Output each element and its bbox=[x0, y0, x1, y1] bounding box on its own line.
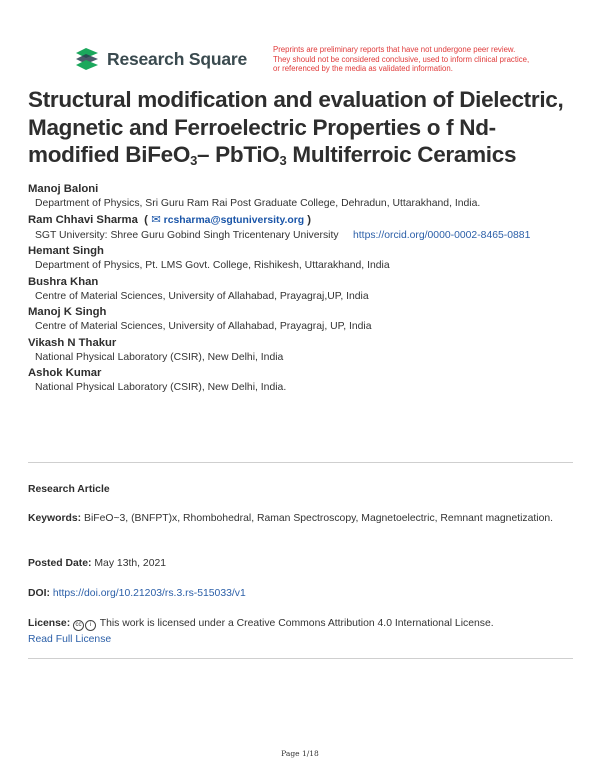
cc-icon: cc bbox=[73, 620, 84, 631]
preprint-notice bbox=[273, 45, 543, 74]
email-icon: ✉ bbox=[151, 213, 161, 226]
email-paren: ( bbox=[141, 213, 148, 226]
doi-link[interactable]: https://doi.org/10.21203/rs.3.rs-515033/v1 bbox=[52, 588, 246, 599]
author-name: Hemant Singh bbox=[28, 245, 104, 257]
author-name: Bushra Khan bbox=[28, 275, 99, 288]
cc-by-icon: i bbox=[85, 620, 96, 631]
paper-title bbox=[28, 86, 576, 175]
author-email-link[interactable]: rcsharma@sgtuniversity.org bbox=[163, 214, 305, 226]
keywords-value: BiFeO~3, (BNFPT)x, Rhombohedral, Raman Spectroscopy, Magnetoelectric, Remnant magnetization. bbox=[84, 513, 554, 524]
author-affiliation: National Physical Laboratory (CSIR), New Delhi, India. bbox=[35, 382, 287, 393]
page-number: Page 1/18 bbox=[281, 749, 319, 758]
research-square-logo-icon bbox=[74, 47, 100, 71]
notice-line: or referenced by the media as validated information. bbox=[273, 64, 453, 74]
notice-line: Preprints are preliminary reports that have not undergone peer review. bbox=[273, 45, 516, 54]
author-name: Manoj Baloni bbox=[28, 183, 99, 195]
posted-date-value: May 13th, 2021 bbox=[94, 558, 167, 569]
author-affiliation bbox=[28, 228, 573, 244]
email-paren: ) bbox=[307, 213, 312, 226]
author-name-text: Ram Chhavi Sharma bbox=[28, 213, 138, 226]
author-name: Vikash N Thakur bbox=[28, 336, 117, 349]
title-part: – PbTiO bbox=[197, 142, 280, 167]
doi bbox=[28, 586, 573, 602]
article-type-label: Research Article bbox=[28, 484, 110, 495]
author-affiliation: Centre of Material Sciences, University of Allahabad, Prayagraj,UP, India bbox=[35, 290, 369, 302]
author-name: Manoj K Singh bbox=[28, 306, 107, 318]
author-affiliation: Department of Physics, Pt. LMS Govt. College, Rishikesh, Uttarakhand, India bbox=[35, 260, 390, 271]
research-square-logo[interactable] bbox=[74, 47, 247, 71]
logo-text: Research Square bbox=[107, 48, 247, 69]
posted-date-label: Posted Date: bbox=[28, 558, 92, 569]
author-list bbox=[28, 182, 573, 397]
license bbox=[28, 616, 573, 648]
author-affiliation: Centre of Material Sciences, University of Allahabad, Prayagraj, UP, India bbox=[35, 321, 372, 332]
title-subscript: 3 bbox=[279, 153, 287, 168]
author-affiliation: National Physical Laboratory (CSIR), New Delhi, India bbox=[35, 351, 284, 363]
posted-date bbox=[28, 556, 573, 572]
license-text: This work is licensed under a Creative Commons Attribution 4.0 International License. bbox=[99, 618, 494, 629]
license-label: License: bbox=[28, 618, 71, 629]
author-name: Ashok Kumar bbox=[28, 367, 102, 379]
section-divider bbox=[28, 658, 573, 659]
title-part: Multiferroic Ceramics bbox=[286, 142, 517, 167]
author-name bbox=[28, 213, 573, 228]
author-affiliation: Department of Physics, Sri Guru Ram Rai Post Graduate College, Dehradun, Uttarakhand, India. bbox=[35, 198, 481, 209]
title-subscript: 3 bbox=[190, 153, 197, 168]
title-part: Structural modification and evaluation of Dielectric, Magnetic and Ferroelectric Properties o f Nd-modified BiFeO bbox=[28, 87, 564, 167]
orcid-link[interactable]: https://orcid.org/0000-0002-8465-0881 bbox=[353, 229, 531, 241]
keywords-label: Keywords: bbox=[28, 513, 82, 524]
affiliation-text: SGT University: Shree Guru Gobind Singh Tricentenary University bbox=[35, 229, 339, 241]
header bbox=[0, 0, 600, 80]
section-divider bbox=[28, 462, 573, 463]
article-type bbox=[28, 482, 573, 498]
notice-line: They should not be considered conclusive, used to inform clinical practice, bbox=[273, 54, 530, 64]
read-full-license-link[interactable]: Read Full License bbox=[28, 634, 112, 645]
keywords bbox=[28, 511, 573, 527]
doi-label: DOI: bbox=[28, 588, 50, 599]
